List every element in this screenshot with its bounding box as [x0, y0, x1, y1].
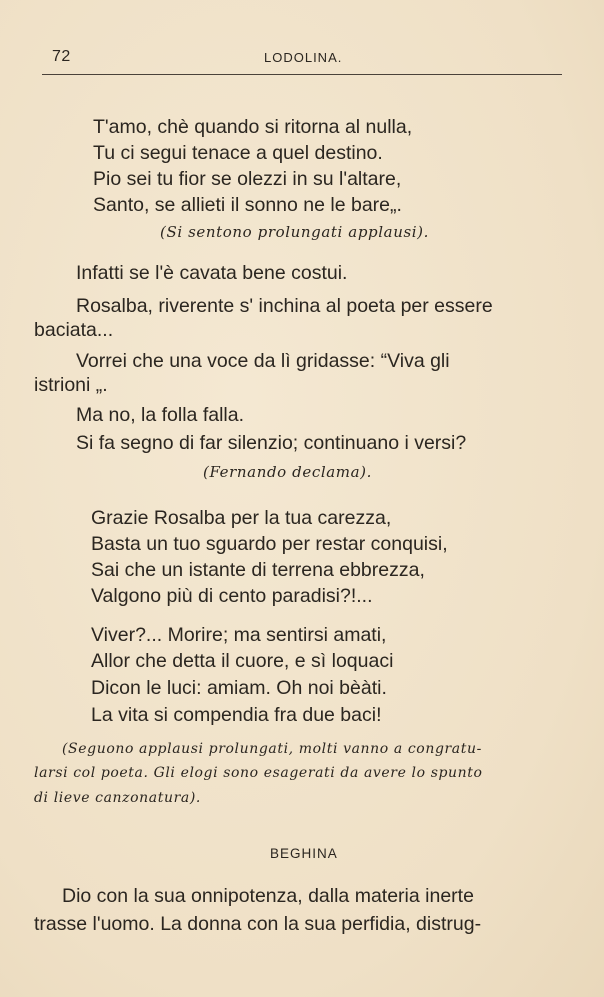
verse-line: T'amo, chè quando si ritorna al nulla, [93, 116, 413, 138]
prose-line: istrioni „. [34, 374, 108, 396]
header-rule [42, 74, 562, 75]
prose-line: Rosalba, riverente s' inchina al poeta per essere [76, 295, 493, 317]
verse-line: La vita si compendia fra due baci! [91, 704, 382, 726]
verse-line: Allor che detta il cuore, e sì loquaci [91, 650, 394, 672]
verse-line: Dicon le luci: amiam. Oh noi bèàti. [91, 677, 387, 699]
prose-line: Si fa segno di far silenzio; continuano i versi? [76, 432, 467, 454]
verse-line: Tu ci segui tenace a quel destino. [93, 142, 383, 164]
verse-line: Sai che un istante di terrena ebbrezza, [91, 559, 425, 581]
prose-line: Dio con la sua onnipotenza, dalla materia inerte [62, 885, 474, 907]
verse-line: Basta un tuo sguardo per restar conquisi, [91, 533, 448, 555]
page-number: 72 [52, 48, 71, 65]
prose-line: Infatti se l'è cavata bene costui. [76, 262, 348, 284]
verse-line: Grazie Rosalba per la tua carezza, [91, 507, 392, 529]
stage-direction: larsi col poeta. Gli elogi sono esagerati da avere lo spunto [34, 765, 483, 781]
stage-direction: di lieve canzonatura). [34, 790, 201, 806]
prose-line: baciata... [34, 319, 114, 341]
verse-line: Viver?... Morire; ma sentirsi amati, [91, 624, 387, 646]
prose-line: Vorrei che una voce da lì gridasse: “Viva gli [76, 350, 450, 372]
stage-direction: (Fernando declama). [203, 463, 372, 481]
speaker-name: BEGHINA [270, 846, 338, 861]
verse-line: Santo, se allieti il sonno ne le bare„. [93, 194, 402, 216]
prose-line: Ma no, la folla falla. [76, 404, 245, 426]
stage-direction: (Seguono applausi prolungati, molti vanno a congratu- [62, 741, 482, 757]
page-header [36, 48, 566, 72]
prose-line: trasse l'uomo. La donna con la sua perfidia, distrug- [34, 913, 482, 935]
verse-line: Valgono più di cento paradisi?!... [91, 585, 373, 607]
running-title: LODOLINA. [264, 50, 343, 65]
verse-line: Pio sei tu fior se olezzi in su l'altare, [93, 168, 402, 190]
stage-direction: (Si sentono prolungati applausi). [160, 223, 429, 241]
